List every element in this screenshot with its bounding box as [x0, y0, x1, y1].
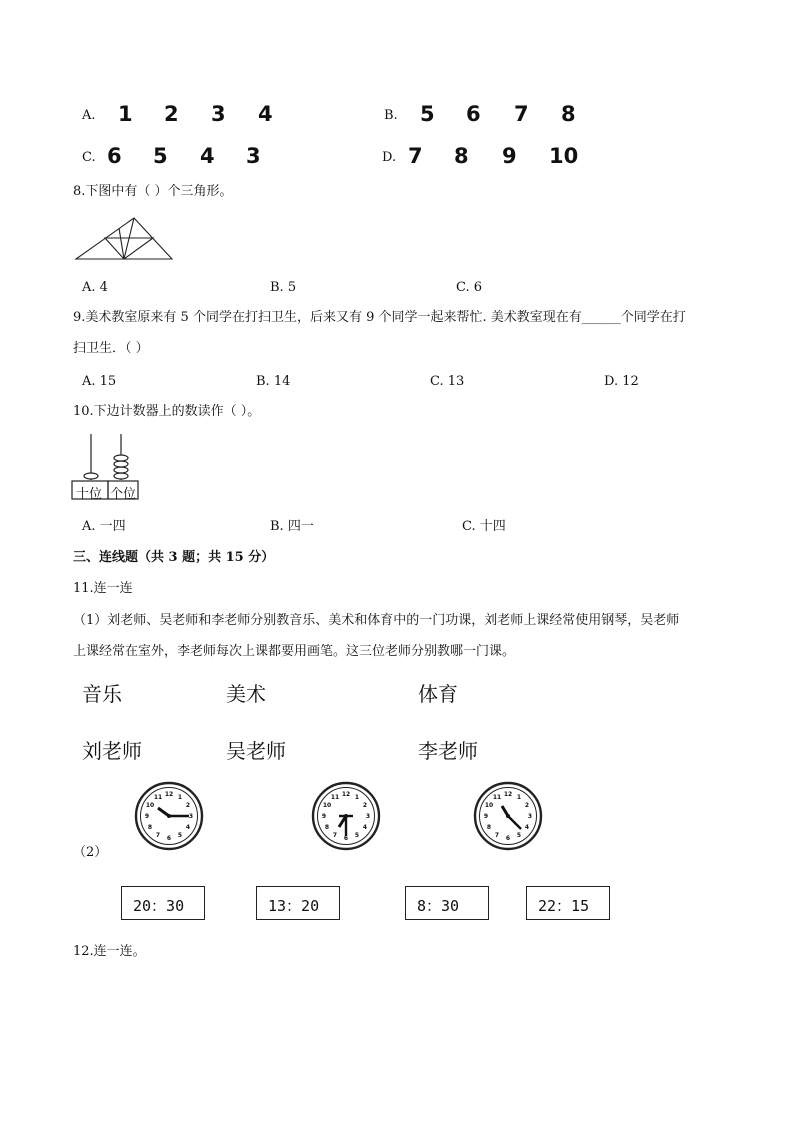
- svg-text:4: 4: [362, 824, 368, 831]
- svg-text:5: 5: [177, 832, 183, 839]
- q10-option-c: C. 十四: [462, 519, 506, 534]
- svg-text:4: 4: [524, 824, 530, 831]
- svg-text:5: 5: [354, 832, 360, 839]
- svg-text:10: 10: [145, 802, 155, 809]
- svg-text:7: 7: [494, 832, 500, 839]
- svg-text:2: 2: [524, 802, 530, 809]
- svg-text:7: 7: [332, 832, 338, 839]
- time-box: 8：30: [405, 886, 489, 920]
- teacher-wu: 吴老师: [226, 739, 286, 763]
- option-c-value: 4: [200, 144, 215, 168]
- option-label-b: B.: [384, 108, 398, 123]
- time-box: 13：20: [256, 886, 340, 920]
- q10-option-b: B. 四一: [270, 519, 314, 534]
- subject-pe: 体育: [418, 682, 458, 706]
- option-b-value: 5: [420, 102, 435, 126]
- option-d-value: 9: [502, 144, 517, 168]
- option-a-value: 2: [164, 102, 179, 126]
- svg-text:2: 2: [362, 802, 368, 809]
- option-c-value: 3: [246, 144, 261, 168]
- option-d-value: 10: [549, 144, 579, 168]
- svg-text:4: 4: [185, 824, 191, 831]
- svg-text:10: 10: [322, 802, 332, 809]
- svg-text:12: 12: [341, 791, 351, 798]
- question-9-line2: 扫卫生．（ ）: [73, 341, 149, 356]
- option-label-a: A.: [82, 108, 96, 123]
- question-12-title: 12.连一连。: [73, 944, 146, 959]
- option-c-value: 6: [107, 144, 122, 168]
- teacher-liu: 刘老师: [82, 739, 142, 763]
- svg-text:1: 1: [516, 794, 522, 801]
- svg-text:5: 5: [516, 832, 522, 839]
- svg-text:8: 8: [147, 824, 153, 831]
- q8-option-a: A. 4: [82, 280, 108, 295]
- svg-text:1: 1: [354, 794, 360, 801]
- svg-text:12: 12: [164, 791, 174, 798]
- question-11-title: 11.连一连: [73, 581, 133, 596]
- option-a-value: 1: [118, 102, 133, 126]
- option-d-value: 7: [408, 144, 423, 168]
- svg-text:9: 9: [144, 813, 150, 820]
- svg-text:11: 11: [492, 794, 502, 801]
- svg-text:7: 7: [155, 832, 161, 839]
- svg-text:11: 11: [330, 794, 340, 801]
- q9-option-b: B. 14: [256, 374, 291, 389]
- option-b-value: 7: [514, 102, 529, 126]
- svg-text:6: 6: [505, 835, 511, 842]
- svg-text:10: 10: [484, 802, 494, 809]
- svg-text:3: 3: [188, 813, 194, 820]
- q8-option-b: B. 5: [270, 280, 297, 295]
- option-a-value: 4: [258, 102, 273, 126]
- question-9-line1: 9.美术教室原来有 5 个同学在打扫卫生，后来又有 9 个同学一起来帮忙. 美术教室现在有______个同学在打: [73, 310, 686, 325]
- option-b-value: 8: [561, 102, 576, 126]
- option-label-d: D.: [382, 150, 397, 165]
- svg-text:11: 11: [153, 794, 163, 801]
- option-label-c: C.: [82, 150, 96, 165]
- svg-text:9: 9: [483, 813, 489, 820]
- question-10-text: 10.下边计数器上的数读作（ ）。: [73, 404, 261, 419]
- clock-icon: [472, 780, 544, 852]
- question-11-part1-line2: 上课经常在室外，李老师每次上课都要用画笔。这三位老师分别教哪一门课。: [73, 644, 516, 659]
- svg-text:2: 2: [185, 802, 191, 809]
- subject-music: 音乐: [82, 682, 122, 706]
- time-box: 22：15: [526, 886, 610, 920]
- q9-option-d: D. 12: [604, 374, 639, 389]
- svg-text:12: 12: [503, 791, 513, 798]
- section-3-title: 三、连线题（共 3 题；共 15 分）: [73, 550, 275, 565]
- svg-text:3: 3: [527, 813, 533, 820]
- subject-art: 美术: [226, 682, 266, 706]
- svg-text:6: 6: [343, 835, 349, 842]
- q10-option-a: A. 一四: [82, 519, 126, 534]
- counter-label-ones: 个位: [110, 487, 137, 502]
- question-11-part1-line1: （1）刘老师、吴老师和李老师分别教音乐、美术和体育中的一门功课，刘老师上课经常使用钢琴，吴老师: [73, 613, 680, 628]
- option-d-value: 8: [454, 144, 469, 168]
- q9-option-a: A. 15: [82, 374, 117, 389]
- option-a-value: 3: [211, 102, 226, 126]
- svg-text:9: 9: [321, 813, 327, 820]
- svg-text:8: 8: [486, 824, 492, 831]
- question-11-part2-label: （2）: [73, 845, 108, 860]
- svg-text:6: 6: [166, 835, 172, 842]
- triangle-figure: [74, 216, 174, 262]
- option-c-value: 5: [153, 144, 168, 168]
- svg-text:8: 8: [324, 824, 330, 831]
- teacher-li: 李老师: [418, 739, 478, 763]
- question-8-text: 8.下图中有（ ）个三角形。: [73, 184, 233, 199]
- q8-option-c: C. 6: [456, 280, 483, 295]
- clock-icon: [310, 780, 382, 852]
- svg-text:1: 1: [177, 794, 183, 801]
- time-box: 20：30: [121, 886, 205, 920]
- option-b-value: 6: [466, 102, 481, 126]
- q9-option-c: C. 13: [430, 374, 465, 389]
- svg-text:3: 3: [365, 813, 371, 820]
- clock-icon: [133, 780, 205, 852]
- counter-label-tens: 十位: [76, 487, 103, 502]
